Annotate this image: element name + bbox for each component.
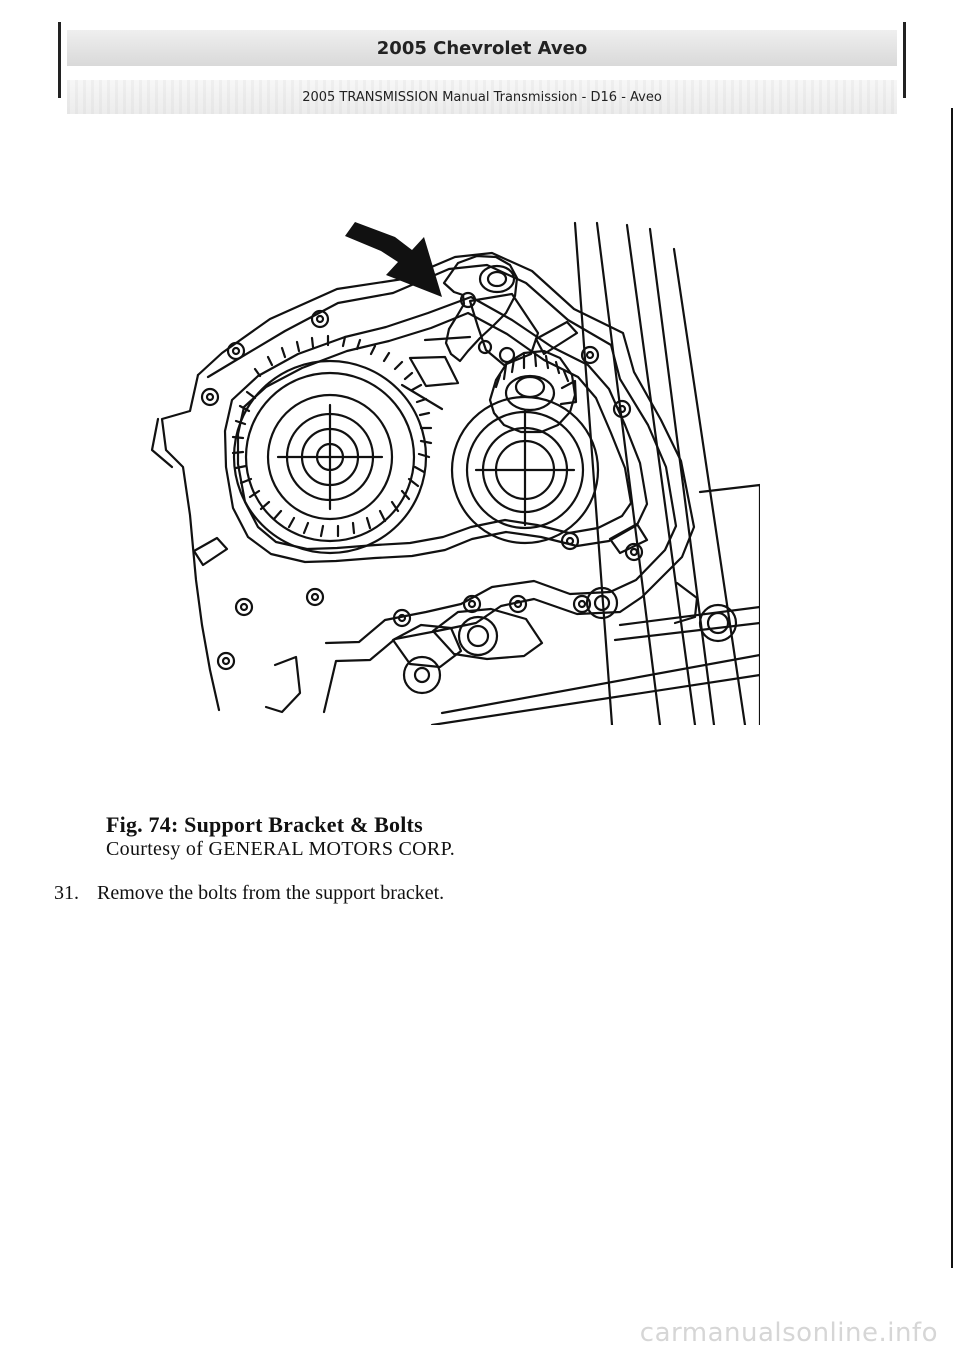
transmission-diagram-icon: [140, 205, 760, 725]
page-border-rule: [951, 108, 953, 1268]
document-subtitle: 2005 TRANSMISSION Manual Transmission - D16 - Aveo: [67, 80, 897, 114]
document-title: 2005 Chevrolet Aveo: [67, 30, 897, 66]
support-bracket-figure: [140, 205, 760, 725]
procedure-step: [54, 882, 444, 905]
step-text: Remove the bolts from the support bracket.: [97, 882, 445, 904]
figure-credit: Courtesy of GENERAL MOTORS CORP.: [106, 838, 456, 860]
figure-caption: Fig. 74: Support Bracket & Bolts: [106, 812, 423, 837]
site-watermark: carmanualsonline.info: [639, 1318, 938, 1348]
step-number: 31.: [54, 882, 79, 904]
page-header: [58, 22, 906, 105]
